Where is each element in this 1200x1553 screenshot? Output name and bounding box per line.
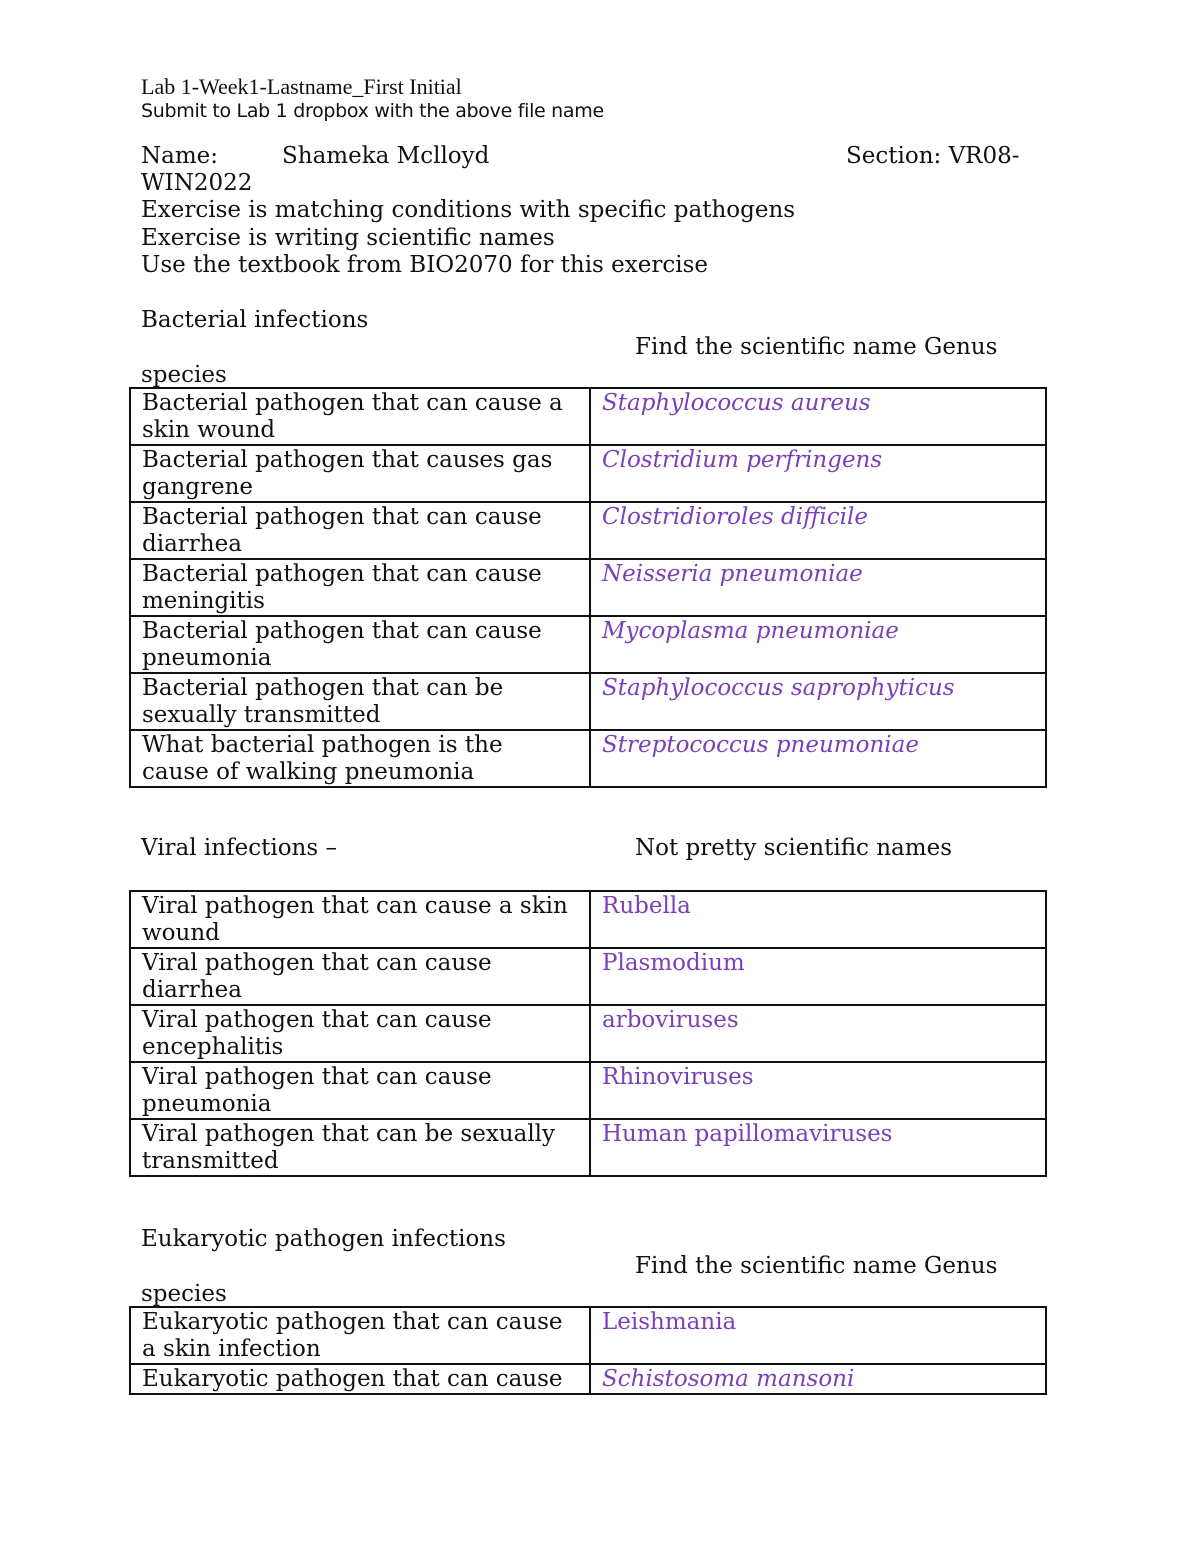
instruction-line: Exercise is matching conditions with specific pathogens [141, 197, 796, 223]
student-name: Shameka Mclloyd [282, 143, 490, 169]
table-row [130, 891, 1046, 948]
answer-text: Human papillomaviruses [602, 1121, 893, 1147]
answer-text: Schistosoma mansoni [602, 1366, 855, 1392]
section-label: Section: VR08- [846, 143, 1020, 169]
answer-text: arboviruses [602, 1007, 739, 1033]
section-heading-eukaryotic: Eukaryotic pathogen infections [141, 1226, 506, 1252]
question-cell: Viral pathogen that can cause pneumonia [130, 1062, 590, 1119]
eukaryotic-hint-continued: species [141, 1281, 227, 1307]
answer-cell[interactable] [590, 948, 1046, 1005]
bacterial-table [129, 387, 1047, 788]
bacterial-hint-continued: species [141, 362, 227, 388]
question-cell: Bacterial pathogen that can cause meningitis [130, 559, 590, 616]
table-row [130, 948, 1046, 1005]
answer-text: Clostridium perfringens [602, 447, 883, 473]
table-row [130, 1005, 1046, 1062]
instruction-line: Use the textbook from BIO2070 for this exercise [141, 252, 709, 278]
answer-text: Mycoplasma pneumoniae [602, 618, 899, 644]
question-cell: Viral pathogen that can be sexually transmitted [130, 1119, 590, 1176]
answer-text: Rubella [602, 893, 691, 919]
question-cell: Bacterial pathogen that can be sexually transmitted [130, 673, 590, 730]
table-row [130, 445, 1046, 502]
viral-table [129, 890, 1047, 1177]
table-row [130, 502, 1046, 559]
bacterial-hint: Find the scientific name Genus [635, 334, 998, 360]
table-row [130, 616, 1046, 673]
answer-cell[interactable] [590, 1364, 1046, 1394]
answer-cell[interactable] [590, 388, 1046, 445]
answer-text: Neisseria pneumoniae [602, 561, 863, 587]
question-cell: Eukaryotic pathogen that can cause a skin infection [130, 1307, 590, 1364]
question-cell: Viral pathogen that can cause encephalitis [130, 1005, 590, 1062]
answer-cell[interactable] [590, 673, 1046, 730]
answer-cell[interactable] [590, 1307, 1046, 1364]
file-name-instruction: Lab 1-Week1-Lastname_First Initial [141, 74, 462, 99]
answer-cell[interactable] [590, 502, 1046, 559]
answer-cell[interactable] [590, 1119, 1046, 1176]
viral-hint: Not pretty scientific names [635, 835, 952, 861]
answer-text: Staphylococcus aureus [602, 390, 871, 416]
answer-text: Staphylococcus saprophyticus [602, 675, 955, 701]
eukaryotic-hint: Find the scientific name Genus [635, 1253, 998, 1279]
question-cell: What bacterial pathogen is the cause of walking pneumonia [130, 730, 590, 787]
table-row [130, 673, 1046, 730]
table-row [130, 1307, 1046, 1364]
table-row [130, 730, 1046, 787]
name-label: Name: [141, 143, 219, 169]
answer-text: Streptococcus pneumoniae [602, 732, 919, 758]
table-row [130, 1119, 1046, 1176]
question-cell: Bacterial pathogen that can cause diarrhea [130, 502, 590, 559]
question-cell: Eukaryotic pathogen that can cause [130, 1364, 590, 1394]
question-cell: Bacterial pathogen that can cause pneumonia [130, 616, 590, 673]
table-row [130, 388, 1046, 445]
answer-cell[interactable] [590, 445, 1046, 502]
instruction-line: Exercise is writing scientific names [141, 225, 555, 251]
eukaryotic-table [129, 1306, 1047, 1395]
table-row [130, 1062, 1046, 1119]
answer-text: Rhinoviruses [602, 1064, 754, 1090]
section-heading-viral: Viral infections – [141, 835, 337, 861]
table-row [130, 1364, 1046, 1394]
question-cell: Bacterial pathogen that can cause a skin wound [130, 388, 590, 445]
answer-text: Leishmania [602, 1309, 737, 1335]
answer-text: Clostridioroles difficile [602, 504, 868, 530]
question-cell: Viral pathogen that can cause diarrhea [130, 948, 590, 1005]
question-cell: Bacterial pathogen that causes gas gangrene [130, 445, 590, 502]
answer-cell[interactable] [590, 616, 1046, 673]
submit-instruction: Submit to Lab 1 dropbox with the above file name [141, 100, 604, 122]
answer-cell[interactable] [590, 559, 1046, 616]
table-row [130, 559, 1046, 616]
section-continued: WIN2022 [141, 170, 253, 196]
answer-text: Plasmodium [602, 950, 745, 976]
answer-cell[interactable] [590, 730, 1046, 787]
question-cell: Viral pathogen that can cause a skin wound [130, 891, 590, 948]
answer-cell[interactable] [590, 1062, 1046, 1119]
section-heading-bacterial: Bacterial infections [141, 307, 369, 333]
answer-cell[interactable] [590, 1005, 1046, 1062]
answer-cell[interactable] [590, 891, 1046, 948]
